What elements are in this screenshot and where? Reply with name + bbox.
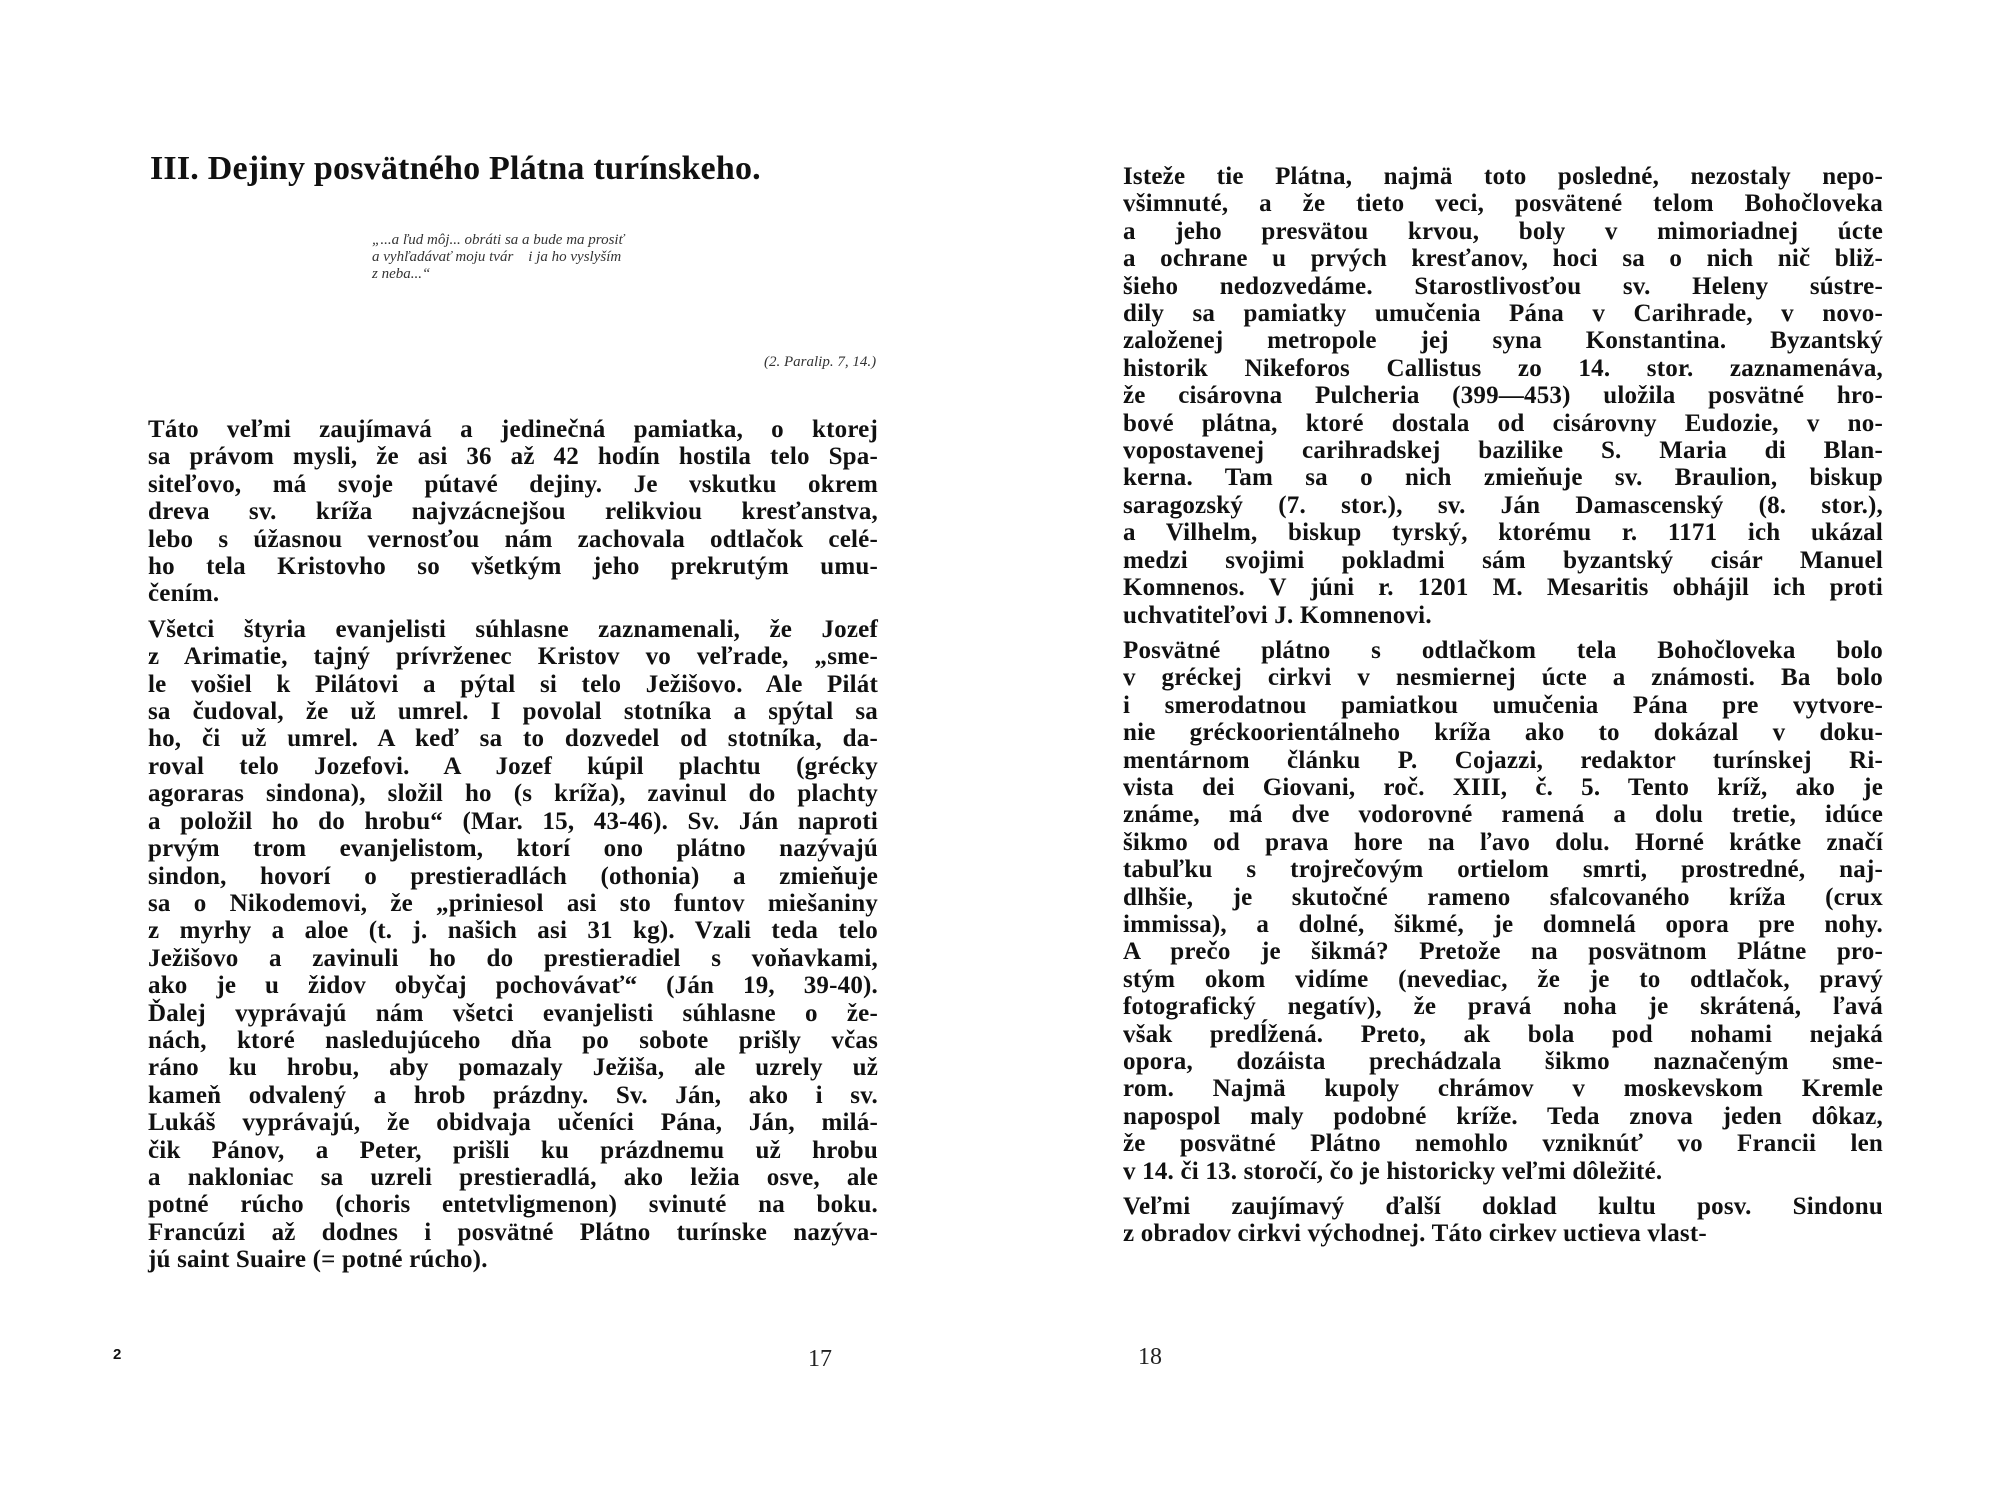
text-line: fotografický negatív), že pravá noha je skrátená, ľavá: [1123, 993, 1883, 1021]
text-line: i smerodatnou pamiatkou umučenia Pána pre vytvore-: [1123, 691, 1883, 719]
text-line: potné rúcho (choris entetvligmenon) svinuté na boku.: [148, 1191, 878, 1219]
text-line: prvým trom evanjelistom, ktorí ono plátno nazývajú: [148, 835, 878, 863]
text-line: Francúzi až dodnes i posvätné Plátno turínske nazýva-: [148, 1218, 878, 1246]
text-line: ako je u židov obyčaj pochovávať“ (Ján 19, 39-40).: [148, 972, 878, 1000]
text-line: Táto veľmi zaujímavá a jedinečná pamiatka, o ktorej: [148, 416, 878, 443]
text-line: čik Pánov, a Peter, prišli ku prázdnemu už hrobu: [148, 1136, 878, 1164]
epigraph: [372, 232, 892, 283]
text-line: Lukáš vyprávajú, že obidvaja učeníci Pána, Ján, milá-: [148, 1109, 878, 1137]
text-line: čením.: [148, 580, 220, 608]
text-line: agoraras sindona), složil ho (s kríža), zavinul do plachty: [148, 780, 878, 808]
paragraph: [1123, 163, 1883, 629]
text-line: a položil ho do hrobu“ (Mar. 15, 43-46). Sv. Ján naproti: [148, 807, 878, 835]
text-line: založenej metropole jej syna Konstantina. Byzantský: [1123, 327, 1883, 355]
paragraph: [148, 416, 878, 608]
page-number-left: 17: [808, 1346, 832, 1372]
right-page: [998, 0, 1996, 1500]
text-line: že posvätné Plátno nemohlo vzniknúť vo Francii len: [1123, 1130, 1883, 1158]
text-line: saragozský (7. stor.), sv. Ján Damascenský (8. stor.),: [1123, 491, 1883, 519]
text-line: vopostavenej carihradskej bazilike S. Maria di Blan-: [1123, 437, 1883, 465]
left-page-body: [148, 416, 878, 1282]
text-line: mentárnom článku P. Cojazzi, redaktor turínskej Ri-: [1123, 746, 1883, 774]
text-line: medzi svojimi pokladmi sám byzantský cisár Manuel: [1123, 546, 1883, 574]
text-line: Veľmi zaujímavý ďalší doklad kultu posv. Sindonu: [1123, 1193, 1883, 1221]
text-line: z myrhy a aloe (t. j. našich asi 31 kg). Vzali teda telo: [148, 917, 878, 945]
epigraph-reference: (2. Paralip. 7, 14.): [764, 354, 877, 370]
epigraph-line: a vyhľadávať moju tvár i ja ho vyslyším: [372, 249, 622, 265]
text-line: siteľovo, má svoje pútavé dejiny. Je vskutku okrem: [148, 470, 878, 498]
right-page-body: [1123, 163, 1883, 1256]
text-line: v gréckej cirkvi v nesmiernej úcte a známosti. Ba bolo: [1123, 664, 1883, 692]
text-line: opora, dozáista prechádzala šikmo naznačeným sme-: [1123, 1048, 1883, 1075]
epigraph-line: z neba...“: [372, 266, 431, 282]
text-line: Isteže tie Plátna, najmä toto posledné, nezostaly nepo-: [1123, 163, 1883, 190]
paragraph: [1123, 1193, 1883, 1248]
text-line: sindon, hovorí o prestieradlách (othonia) a zmieňuje: [148, 862, 878, 890]
text-line: tabuľku s trojrečovým ortielom smrti, prostredné, naj-: [1123, 856, 1883, 884]
text-line: šieho nedozvedáme. Starostlivosťou sv. Heleny sústre-: [1123, 272, 1883, 300]
text-line: šikmo od prava hore na ľavo dolu. Horné krátke značí: [1123, 828, 1883, 856]
text-line: a Vilhelm, biskup tyrský, ktorému r. 1171 ich ukázal: [1123, 519, 1883, 547]
text-line: uchvatiteľovi J. Komnenovi.: [1123, 601, 1432, 629]
signature-mark: 2: [113, 1346, 122, 1363]
text-line: dily sa pamiatky umučenia Pána v Carihrade, v novo-: [1123, 300, 1883, 328]
text-line: stým okom vidíme (nevediac, že je to odtlačok, pravý: [1123, 965, 1883, 993]
text-line: a nakloniac sa uzreli prestieradlá, ako ležia osve, ale: [148, 1163, 878, 1191]
page-number-right: 18: [1138, 1344, 1162, 1370]
text-line: Ježišovo a zavinuli ho do prestieradiel s voňavkami,: [148, 944, 878, 972]
text-line: bové plátna, ktoré dostala od cisárovny Eudozie, v no-: [1123, 409, 1883, 437]
text-line: le vošiel k Pilátovi a pýtal si telo Ježišovo. Ale Pilát: [148, 670, 878, 698]
text-line: sa čudoval, že už umrel. I povolal stotníka a spýtal sa: [148, 698, 878, 726]
text-line: ráno ku hrobu, aby pomazaly Ježiša, ale uzrely už: [148, 1054, 878, 1082]
text-line: kerna. Tam sa o nich zmieňuje sv. Braulion, biskup: [1123, 464, 1883, 492]
text-line: a ochrane u prvých kresťanov, hoci sa o nich nič bliž-: [1123, 245, 1883, 273]
text-line: historik Nikeforos Callistus zo 14. stor. zaznamenáva,: [1123, 354, 1883, 382]
text-line: z Arimatie, tajný prívrženec Kristov vo veľrade, „sme-: [148, 643, 878, 671]
text-line: roval telo Jozefovi. A Jozef kúpil plachtu (grécky: [148, 752, 878, 780]
text-line: ho, či už umrel. A keď sa to dozvedel od stotníka, da-: [148, 725, 878, 753]
text-line: nách, ktoré nasledujúceho dňa po sobote prišly včas: [148, 1026, 878, 1054]
text-line: v 14. či 13. storočí, čo je historicky veľmi dôležité.: [1123, 1157, 1663, 1185]
text-line: všimnuté, a že tieto veci, posvätené telom Bohočloveka: [1123, 190, 1883, 218]
chapter-title: III. Dejiny posvätného Plátna turínskeho.: [150, 150, 761, 187]
text-line: immissa), a dolné, šikmé, je domnelá opora pre nohy.: [1123, 910, 1883, 938]
text-line: Komnenos. V júni r. 1201 M. Mesaritis obhájil ich proti: [1123, 574, 1883, 602]
text-line: sa o Nikodemovi, že „priniesol asi sto funtov miešaniny: [148, 889, 878, 917]
text-line: dreva sv. kríža najvzácnejšou relikviou kresťanstva,: [148, 498, 878, 526]
text-line: ho tela Kristovho so všetkým jeho prekrutým umu-: [148, 553, 878, 581]
text-line: však predĺžená. Preto, ak bola pod nohami nejaká: [1123, 1020, 1883, 1048]
text-line: Ďalej vyprávajú nám všetci evanjelisti súhlasne o že-: [148, 999, 878, 1027]
text-line: Posvätné plátno s odtlačkom tela Bohočloveka bolo: [1123, 636, 1883, 664]
text-line: že cisárovna Pulcheria (399—453) uložila posvätné hro-: [1123, 382, 1883, 410]
text-line: sa právom mysli, že asi 36 až 42 hodín hostila telo Spa-: [148, 443, 878, 471]
text-line: a jeho presvätou krvou, boly v mimoriadnej úcte: [1123, 217, 1883, 245]
text-line: známe, má dve vodorovné ramená a dolu tretie, idúce: [1123, 801, 1883, 829]
paragraph: [1123, 637, 1883, 1185]
text-line: Všetci štyria evanjelisti súhlasne zaznamenali, že Jozef: [148, 615, 878, 643]
text-line: nie gréckoorientálneho kríža ako to dokázal v doku-: [1123, 719, 1883, 747]
text-line: z obradov cirkvi východnej. Táto cirkev uctieva vlast-: [1123, 1220, 1707, 1248]
text-line: A prečo je šikmá? Pretože na posvätnom Plátne pro-: [1123, 938, 1883, 966]
text-line: rom. Najmä kupoly chrámov v moskevskom Kremle: [1123, 1075, 1883, 1103]
text-line: kameň odvalený a hrob prázdny. Sv. Ján, ako i sv.: [148, 1081, 878, 1109]
text-line: vista dei Giovani, roč. XIII, č. 5. Tento kríž, ako je: [1123, 773, 1883, 801]
text-line: napospol maly podobné kríže. Teda znova jeden dôkaz,: [1123, 1102, 1883, 1130]
text-line: jú saint Suaire (= potné rúcho).: [148, 1246, 488, 1274]
text-line: lebo s úžasnou vernosťou nám zachovala odtlačok celé-: [148, 525, 878, 553]
text-line: dlhšie, je skutočné rameno sfalcovaného kríža (crux: [1123, 883, 1883, 911]
paragraph: [148, 616, 878, 1274]
epigraph-line: „...a ľud môj... obráti sa a bude ma prosiť: [372, 232, 625, 248]
